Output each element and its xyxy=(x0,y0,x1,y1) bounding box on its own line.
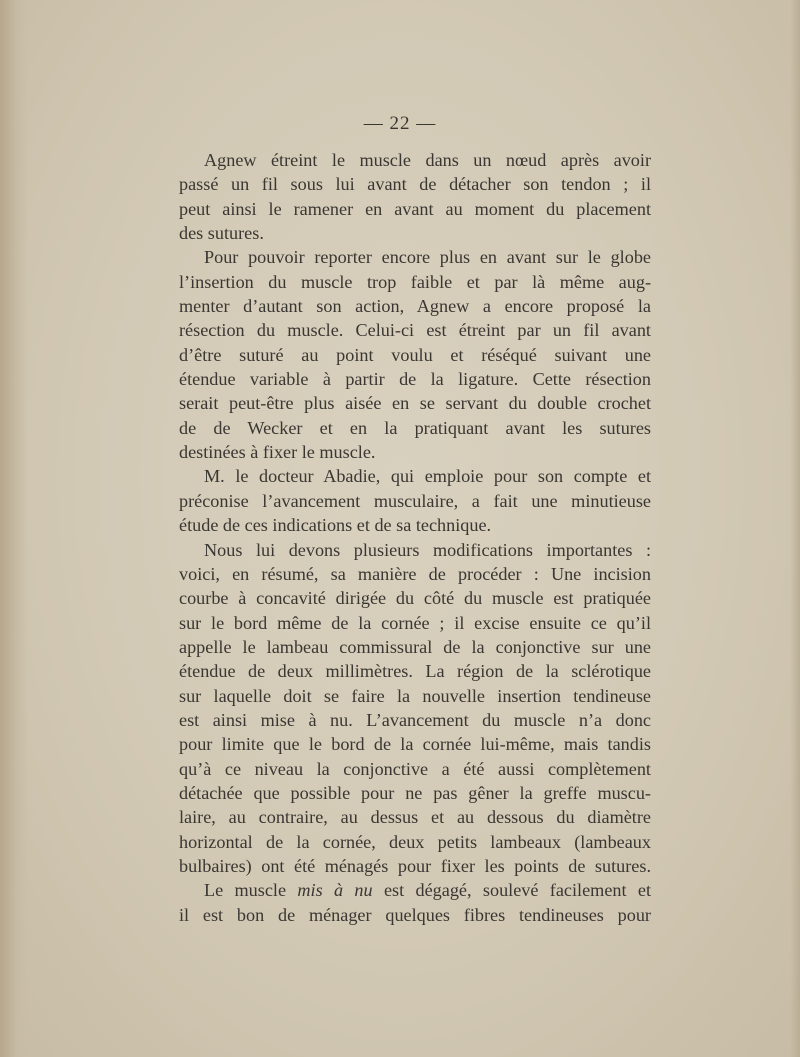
text-line: sur le bord même de la cornée ; il excise ensuite ce qu’il xyxy=(179,612,651,633)
text-line: de de Wecker et en la pratiquant avant les sutures xyxy=(179,417,651,438)
text-line: détachée que possible pour ne pas gêner la greffe muscu- xyxy=(179,782,651,803)
text-line: est ainsi mise à nu. L’avancement du muscle n’a donc xyxy=(179,709,651,730)
text-line: étendue variable à partir de la ligature. Cette résection xyxy=(179,369,651,390)
text-line: menter d’autant son action, Agnew a encore proposé la xyxy=(179,296,651,317)
page-number: — 22 — xyxy=(363,113,437,134)
text-line: courbe à concavité dirigée du côté du muscle est pratiquée xyxy=(179,588,651,609)
text-line: voici, en résumé, sa manière de procéder : Une incision xyxy=(179,563,651,584)
text-segment: Le muscle xyxy=(204,880,298,901)
page-binding-shadow xyxy=(0,0,28,1057)
text-line: d’être suturé au point voulu et réséqué suivant une xyxy=(179,344,651,365)
text-line: Agnew étreint le muscle dans un nœud après avoir xyxy=(204,150,651,170)
text-line: préconise l’avancement musculaire, a fait une minutieuse xyxy=(179,490,651,511)
text-line: Nous lui devons plusieurs modifications importantes : xyxy=(204,539,651,560)
text-line: pour limite que le bord de la cornée lui-même, mais tandis xyxy=(179,734,651,755)
text-segment: est dégagé, soulevé facilement et xyxy=(372,880,651,901)
text-line: horizontal de la cornée, deux petits lambeaux (lambeaux xyxy=(179,831,651,852)
text-line: des sutures. xyxy=(179,223,264,244)
body-text xyxy=(179,148,651,927)
text-line: destinées à fixer le muscle. xyxy=(179,442,376,463)
text-line: sur laquelle doit se faire la nouvelle insertion tendineuse xyxy=(179,685,651,706)
text-line: passé un fil sous lui avant de détacher son tendon ; il xyxy=(179,174,651,195)
text-line: appelle le lambeau commissural de la conjonctive sur une xyxy=(179,636,651,657)
text-line: M. le docteur Abadie, qui emploie pour son compte et xyxy=(204,466,651,487)
text-line: l’insertion du muscle trop faible et par là même aug- xyxy=(179,271,651,292)
text-line: étendue de deux millimètres. La région de la sclérotique xyxy=(179,661,651,682)
text-line: laire, au contraire, au dessus et au dessous du diamètre xyxy=(179,807,651,828)
italic-text-segment: mis à nu xyxy=(297,880,373,901)
text-line: étude de ces indications et de sa technique. xyxy=(179,515,492,536)
page-edge-shadow xyxy=(790,0,800,1057)
text-line: il est bon de ménager quelques fibres tendineuses pour xyxy=(179,904,651,925)
text-line: qu’à ce niveau la conjonctive a été aussi complètement xyxy=(179,758,651,779)
text-line: Pour pouvoir reporter encore plus en avant sur le globe xyxy=(204,247,651,268)
text-line: résection du muscle. Celui-ci est étreint par un fil avant xyxy=(179,320,651,341)
text-line: bulbaires) ont été ménagés pour fixer les points de sutures. xyxy=(179,855,651,876)
text-line: peut ainsi le ramener en avant au moment du placement xyxy=(179,198,651,219)
text-line xyxy=(179,878,651,902)
text-line: serait peut-être plus aisée en se servant du double crochet xyxy=(179,393,651,414)
